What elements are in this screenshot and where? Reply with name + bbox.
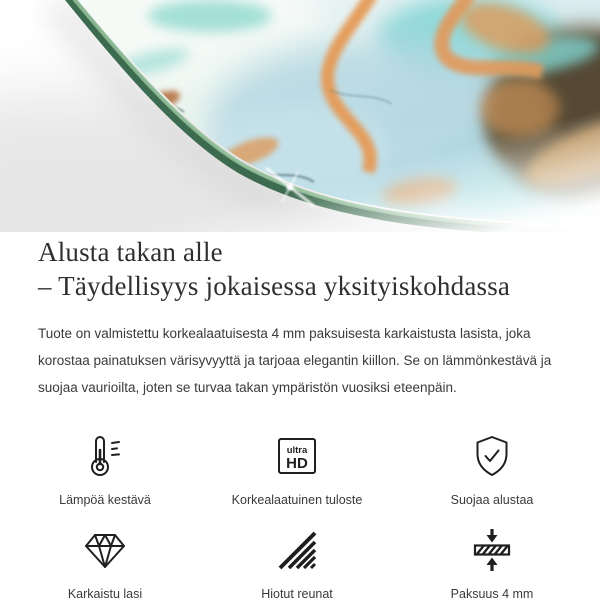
feature-thickness	[422, 520, 562, 600]
thickness-icon	[468, 524, 516, 576]
feature-ultra-hd-print	[172, 426, 422, 508]
feature-label: Paksuus 4 mm	[450, 587, 534, 600]
feature-label: Korkealaatuinen tuloste	[231, 493, 363, 507]
feature-tempered-glass	[38, 520, 172, 600]
feature-polished-edges	[172, 520, 422, 600]
shield-check-icon	[468, 430, 516, 482]
feature-label: Suojaa alustaa	[450, 493, 534, 507]
page-title	[38, 235, 562, 303]
diamond-icon	[79, 524, 131, 576]
feature-grid	[38, 426, 562, 600]
product-photo	[0, 0, 600, 232]
page-title-line1: Alusta takan alle	[38, 237, 223, 267]
beveled-edge-icon	[273, 524, 321, 576]
page-title-line2: – Täydellisyys jokaisessa yksityiskohdassa	[38, 271, 511, 301]
feature-protects-base	[422, 426, 562, 508]
marble-glass-plate-image	[0, 0, 600, 232]
ultra-hd-icon-text-top: ultra	[286, 445, 308, 456]
feature-label: Lämpöä kestävä	[59, 493, 151, 507]
ultra-hd-icon-text-bottom: HD	[286, 455, 308, 472]
ultra-hd-icon	[273, 430, 321, 482]
product-content	[0, 232, 600, 600]
feature-label: Hiotut reunat	[261, 587, 333, 600]
thermometer-icon	[81, 430, 129, 482]
feature-heat-resistant	[38, 426, 172, 508]
product-description: Tuote on valmistettu korkealaatuisesta 4 mm paksuisesta karkaistusta lasista, joka korostaa painatuksen värisyvyyttä ja tarjoaa elegantin kiillon. Se on lämmönkestävä ja suojaa vaurioilta, joten se turvaa takan ympäristön vuosiksi eteenpäin.	[38, 326, 552, 395]
feature-label: Karkaistu lasi	[67, 587, 143, 600]
